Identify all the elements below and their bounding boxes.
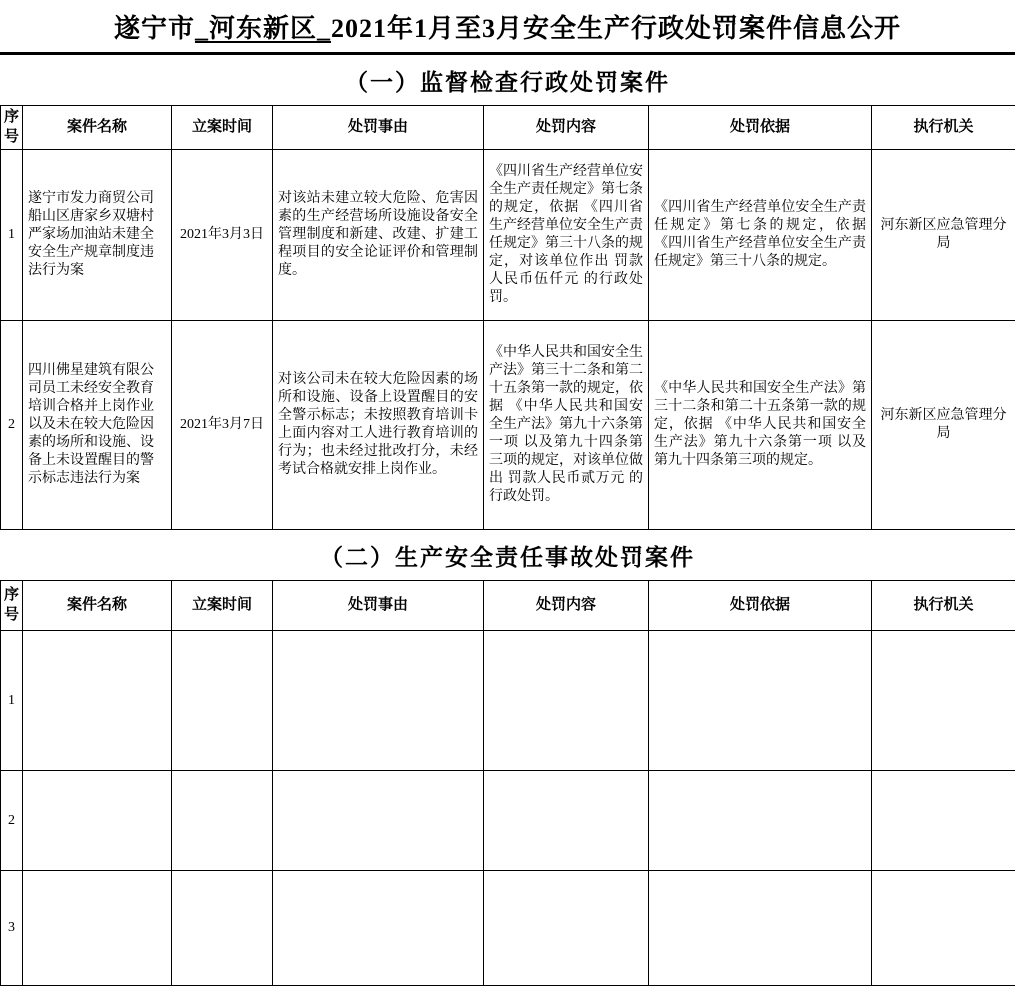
cell-enforcing-agency	[872, 771, 1015, 871]
cell-case-name	[23, 871, 172, 986]
cell-penalty-content	[484, 631, 649, 771]
cell-penalty-reason	[273, 631, 484, 771]
table-row	[1, 631, 1015, 771]
cell-penalty-content	[484, 771, 649, 871]
cell-enforcing-agency: 河东新区应急管理分局	[872, 150, 1015, 321]
table-row	[1, 150, 1015, 321]
cell-penalty-reason: 对该站未建立较大危险、危害因素的生产经营场所设施设备安全管理制度和新建、改建、扩建工程项目的安全论证评价和管理制度。	[273, 150, 484, 321]
title-suffix: 2021年1月至3月安全生产行政处罚案件信息公开	[331, 13, 902, 43]
section2-header-row	[1, 581, 1015, 631]
section1-heading: （一）监督检查行政处罚案件	[345, 69, 670, 95]
cell-penalty-basis	[649, 871, 872, 986]
column-header-enforcing-agency: 执行机关	[872, 581, 1015, 631]
section2-table	[0, 580, 1015, 986]
cell-filing-date	[172, 631, 273, 771]
column-header-penalty-basis: 处罚依据	[649, 581, 872, 631]
cell-seq: 2	[1, 321, 23, 530]
column-header-seq: 序号	[1, 106, 23, 150]
cell-penalty-reason	[273, 871, 484, 986]
cell-enforcing-agency: 河东新区应急管理分局	[872, 321, 1015, 530]
cell-seq: 1	[1, 631, 23, 771]
column-header-filing-date: 立案时间	[172, 581, 273, 631]
cell-enforcing-agency	[872, 631, 1015, 771]
column-header-penalty-reason: 处罚事由	[273, 106, 484, 150]
cell-penalty-basis: 《中华人民共和国安全生产法》第三十二条和第二十五条第一款的规定，依据 《中华人民共和国安全生产法》第九十六条第一项 以及第九十四条第三项的规定。	[649, 321, 872, 530]
cell-penalty-basis: 《四川省生产经营单位安全生产责任规定》第七条的规定，依据 《四川省生产经营单位安全生产责任规定》第三十八条的规定。	[649, 150, 872, 321]
title-prefix: 遂宁市	[113, 13, 195, 43]
cell-penalty-content: 《中华人民共和国安全生产法》第三十二条和第二十五条第一款的规定，依据 《中华人民共和国安全生产法》第九十六条第一项 以及第九十四条第三项的规定，对该单位做出 罚款人民币贰万元 的行政处罚。	[484, 321, 649, 530]
cell-filing-date: 2021年3月7日	[172, 321, 273, 530]
column-header-case-name: 案件名称	[23, 106, 172, 150]
section2-heading: （二）生产安全责任事故处罚案件	[320, 544, 695, 570]
cell-case-name: 遂宁市发力商贸公司船山区唐家乡双塘村严家场加油站未建全安全生产规章制度违法行为案	[23, 150, 172, 321]
table-row	[1, 871, 1015, 986]
column-header-filing-date: 立案时间	[172, 106, 273, 150]
cell-seq: 2	[1, 771, 23, 871]
section1-header-row	[1, 106, 1015, 150]
column-header-case-name: 案件名称	[23, 581, 172, 631]
page-title	[0, 0, 1015, 55]
column-header-penalty-basis: 处罚依据	[649, 106, 872, 150]
cell-penalty-reason	[273, 771, 484, 871]
cell-case-name	[23, 771, 172, 871]
cell-enforcing-agency	[872, 871, 1015, 986]
title-district-underlined: _河东新区_	[194, 13, 331, 43]
cell-penalty-basis	[649, 631, 872, 771]
cell-penalty-content: 《四川省生产经营单位安全生产责任规定》第七条的规定，依据 《四川省生产经营单位安全生产责任规定》第三十八条的规定，对该单位作出 罚款人民币伍仟元 的行政处罚。	[484, 150, 649, 321]
cell-penalty-basis	[649, 771, 872, 871]
section1-table	[0, 105, 1015, 530]
cell-filing-date	[172, 871, 273, 986]
column-header-penalty-reason: 处罚事由	[273, 581, 484, 631]
column-header-penalty-content: 处罚内容	[484, 106, 649, 150]
table-row	[1, 771, 1015, 871]
cell-case-name	[23, 631, 172, 771]
cell-penalty-content	[484, 871, 649, 986]
table-row	[1, 321, 1015, 530]
column-header-penalty-content: 处罚内容	[484, 581, 649, 631]
cell-seq: 3	[1, 871, 23, 986]
column-header-seq: 序号	[1, 581, 23, 631]
column-header-enforcing-agency: 执行机关	[872, 106, 1015, 150]
cell-case-name: 四川佛星建筑有限公司员工未经安全教育培训合格并上岗作业以及未在较大危险因素的场所和设施、设备上未设置醒目的警示标志违法行为案	[23, 321, 172, 530]
cell-filing-date: 2021年3月3日	[172, 150, 273, 321]
cell-penalty-reason: 对该公司未在较大危险因素的场所和设施、设备上设置醒目的安全警示标志；未按照教育培训卡上面内容对工人进行教育培训的行为；也未经过批改打分，未经考试合格就安排上岗作业。	[273, 321, 484, 530]
cell-filing-date	[172, 771, 273, 871]
cell-seq: 1	[1, 150, 23, 321]
